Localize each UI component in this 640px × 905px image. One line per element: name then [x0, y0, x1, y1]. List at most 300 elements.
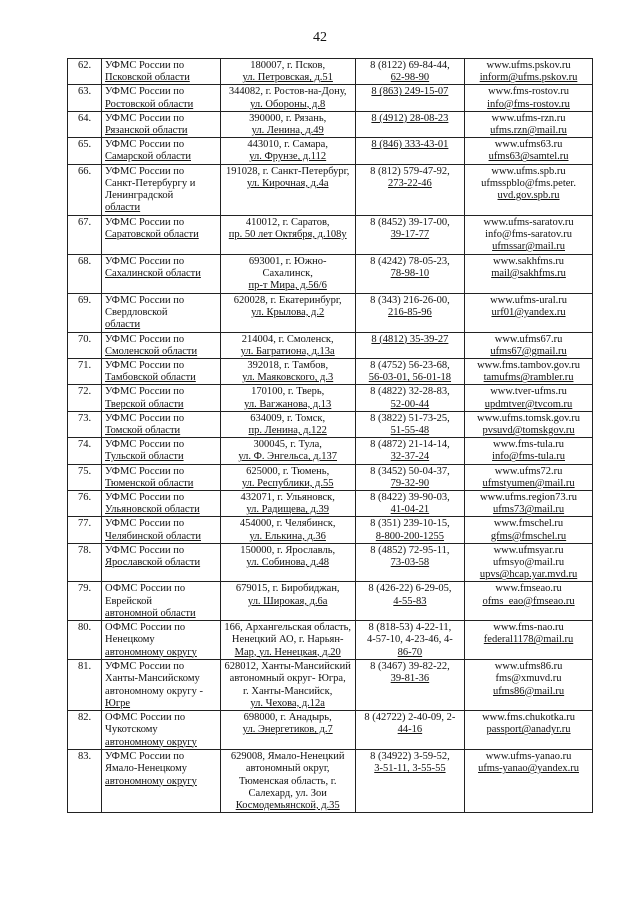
phone-line: 8 (351) 239-10-15, — [370, 518, 450, 530]
phone-line: 8 (34922) 3-59-52, — [370, 751, 450, 763]
phone-line: 39-17-77 — [390, 228, 430, 240]
row-number: 68. — [68, 254, 102, 293]
name-line: автономному округу - — [105, 685, 203, 697]
phone-line: 8 (4852) 72-95-11, — [370, 544, 450, 556]
name-line: области — [105, 202, 141, 214]
phone-line: 79-32-90 — [390, 477, 430, 489]
name-cell — [102, 138, 221, 164]
table-row — [68, 164, 593, 215]
address-line: 698000, г. Анадырь, — [243, 712, 332, 724]
web-email-cell — [465, 464, 593, 490]
name-cell — [102, 711, 221, 750]
address-line: ул. Собинова, д.48 — [246, 557, 329, 569]
name-line: автономному округу — [105, 736, 197, 748]
name-line: автономному округу — [105, 775, 197, 787]
web-email-line[interactable]: www.ufms.region73.ru — [480, 492, 578, 504]
address-line: автономный округ, — [245, 763, 330, 775]
name-line: УФМС России по — [105, 333, 185, 345]
phone-line: 78-98-10 — [390, 267, 430, 279]
row-number: 64. — [68, 111, 102, 137]
web-email-line[interactable]: www.fmschel.ru — [493, 518, 564, 530]
address-line: ул. Ф. Энгельса, д.137 — [238, 451, 338, 463]
web-email-line[interactable]: uvd.gov.spb.ru — [497, 190, 560, 202]
table-row — [68, 359, 593, 385]
phone-line: 8 (4812) 35-39-27 — [371, 333, 449, 345]
address-line: ул. Ленина, д.49 — [251, 125, 324, 137]
name-cell — [102, 111, 221, 137]
address-cell — [220, 385, 355, 411]
web-email-line[interactable]: federal1178@mail.ru — [483, 634, 574, 646]
row-number: 81. — [68, 660, 102, 711]
phone-line: 8-800-200-1255 — [375, 530, 445, 542]
table-row — [68, 215, 593, 254]
web-email-cell — [465, 491, 593, 517]
name-line: Псковской области — [105, 72, 190, 84]
web-email-line[interactable]: www.ufms72.ru — [494, 465, 563, 477]
name-cell — [102, 582, 221, 621]
name-line: УФМС России по — [105, 465, 185, 477]
web-email-line[interactable]: www.ufms-rzn.ru — [491, 112, 566, 124]
phone-line: 8 (846) 333-43-01 — [371, 139, 449, 151]
phone-cell — [355, 254, 464, 293]
address-line: 679015, г. Биробиджан, — [235, 583, 340, 595]
name-line: Санкт-Петербургу и — [105, 177, 196, 189]
address-cell — [220, 711, 355, 750]
phone-cell — [355, 59, 464, 85]
name-line: ОФМС России по — [105, 622, 186, 634]
web-email-line[interactable]: ofms_eao@fmseao.ru — [482, 595, 575, 607]
address-cell — [220, 411, 355, 437]
web-email-line[interactable]: passport@anadyr.ru — [486, 724, 571, 736]
phone-cell — [355, 438, 464, 464]
phone-cell — [355, 582, 464, 621]
address-cell — [220, 215, 355, 254]
web-email-line[interactable]: ufmsyo@mail.ru — [492, 557, 565, 569]
name-line: Еврейской — [105, 595, 153, 607]
table-row — [68, 385, 593, 411]
phone-line: 8 (8122) 69-84-44, — [370, 60, 450, 71]
name-line: Югре — [105, 697, 131, 709]
web-email-cell — [465, 293, 593, 332]
phone-cell — [355, 660, 464, 711]
phone-cell — [355, 215, 464, 254]
address-cell — [220, 517, 355, 543]
address-line: 443010, г. Самара, — [247, 139, 328, 151]
name-line: Томской области — [105, 425, 181, 437]
address-line: ул. Республики, д.55 — [241, 477, 334, 489]
web-email-cell — [465, 411, 593, 437]
row-number: 79. — [68, 582, 102, 621]
name-line: автономному округу — [105, 646, 197, 658]
row-number: 76. — [68, 491, 102, 517]
name-line: УФМС России по — [105, 165, 185, 177]
phone-line: 8 (812) 579-47-92, — [370, 165, 450, 177]
name-line: Тюменской области — [105, 477, 194, 489]
address-cell — [220, 293, 355, 332]
name-line: Ростовской области — [105, 98, 194, 110]
name-cell — [102, 543, 221, 582]
web-email-line[interactable]: ufms.rzn@mail.ru — [490, 125, 567, 137]
row-number: 72. — [68, 385, 102, 411]
phone-line: 56-03-01, 56-01-18 — [368, 372, 452, 384]
web-email-line[interactable]: www.fms-nao.ru — [493, 622, 564, 634]
address-line: 344082, г. Ростов-на-Дону, — [228, 86, 347, 98]
web-email-line[interactable]: www.ufms.tomsk.gov.ru — [477, 412, 581, 424]
phone-cell — [355, 385, 464, 411]
name-cell — [102, 660, 221, 711]
address-line: Салехард, ул. Зои — [248, 787, 327, 799]
address-line: автономный округ- Югра, — [229, 673, 346, 685]
name-line: Тульской области — [105, 451, 184, 463]
web-email-line[interactable]: ufms-yanao@yandex.ru — [478, 763, 579, 775]
web-email-line[interactable]: pvsuvd@tomskgov.ru — [482, 425, 575, 437]
name-line: УФМС России по — [105, 216, 185, 228]
name-line: Ярославской области — [105, 557, 201, 569]
name-line: Тамбовской области — [105, 372, 196, 384]
phone-line: 73-03-58 — [390, 557, 430, 569]
address-line: ул. Крылова, д.2 — [251, 306, 325, 318]
row-number: 83. — [68, 750, 102, 813]
web-email-line[interactable]: www.fms-rostov.ru — [488, 86, 569, 98]
phone-cell — [355, 411, 464, 437]
web-email-line[interactable]: tamufms@rambler.ru — [483, 372, 574, 384]
address-line: 693001, г. Южно- — [248, 255, 327, 267]
address-cell — [220, 543, 355, 582]
web-email-line[interactable]: ufms67@gmail.ru — [490, 345, 567, 357]
address-line: ул. Елькина, д.36 — [249, 530, 326, 542]
phone-cell — [355, 491, 464, 517]
web-email-line[interactable]: www.ufms-ural.ru — [490, 294, 567, 306]
address-line: Тюменская область, г. — [238, 775, 337, 787]
phone-cell — [355, 332, 464, 358]
web-email-line[interactable]: ufms63@samtel.ru — [488, 151, 569, 163]
web-email-line[interactable]: www.ufms67.ru — [494, 333, 563, 345]
phone-line: 8 (3467) 39-82-22, — [370, 661, 450, 673]
name-line: ОФМС России по — [105, 583, 186, 595]
address-line: 392018, г. Тамбов, — [247, 360, 329, 372]
web-email-line[interactable]: www.fms.chukotka.ru — [482, 712, 575, 724]
web-email-line[interactable]: www.ufms.spb.ru — [491, 165, 566, 177]
name-cell — [102, 464, 221, 490]
table-row — [68, 582, 593, 621]
address-cell — [220, 750, 355, 813]
table-row — [68, 293, 593, 332]
web-email-cell — [465, 59, 593, 85]
address-cell — [220, 85, 355, 111]
phone-cell — [355, 293, 464, 332]
name-line: УФМС России по — [105, 661, 185, 673]
address-cell — [220, 164, 355, 215]
web-email-cell — [465, 582, 593, 621]
address-line: Космодемьянской, д.35 — [235, 799, 340, 811]
name-line: Самарской области — [105, 151, 191, 163]
web-email-line[interactable]: www.ufms63.ru — [494, 139, 563, 151]
address-line: 390000, г. Рязань, — [249, 112, 327, 124]
address-line: пр-т Мира, д.56/6 — [248, 280, 327, 292]
fms-offices-table — [67, 58, 593, 813]
web-email-line[interactable]: ufms73@mail.ru — [492, 504, 565, 516]
name-line: УФМС России по — [105, 386, 185, 398]
phone-cell — [355, 543, 464, 582]
phone-line: 8 (4872) 21-14-14, — [370, 439, 450, 451]
row-number: 74. — [68, 438, 102, 464]
address-line: пр. 50 лет Октября, д.108у — [228, 228, 347, 240]
web-email-cell — [465, 385, 593, 411]
row-number: 80. — [68, 621, 102, 660]
phone-line: 8 (3452) 50-04-37, — [370, 465, 450, 477]
phone-line: 62-98-90 — [390, 72, 430, 84]
address-line: Ненецкий АО, г. Нарьян- — [231, 634, 344, 646]
phone-line: 52-00-44 — [390, 398, 430, 410]
phone-line: 8 (343) 216-26-00, — [370, 294, 450, 306]
address-cell — [220, 438, 355, 464]
web-email-line[interactable]: ufmstyumen@mail.ru — [482, 477, 575, 489]
row-number: 73. — [68, 411, 102, 437]
address-line: ул. Кирочная, д.4а — [246, 177, 329, 189]
address-line: 454000, г. Челябинск, — [239, 518, 336, 530]
address-line: ул. Фрунзе, д.112 — [249, 151, 327, 163]
address-line: 625000, г. Тюмень, — [246, 465, 330, 477]
web-email-line[interactable]: www.fms.tambov.gov.ru — [477, 360, 581, 372]
address-line: 191028, г. Санкт-Петербург, — [226, 165, 350, 177]
address-line: Сахалинск, — [262, 267, 313, 279]
name-line: области — [105, 319, 141, 331]
name-line: Рязанской области — [105, 125, 188, 137]
address-line: ул. Энергетиков, д.7 — [242, 724, 333, 736]
address-line: 629008, Ямало-Ненецкий — [230, 751, 345, 763]
phone-line: 8 (42722) 2-40-09, 2- — [364, 712, 456, 724]
name-cell — [102, 411, 221, 437]
web-email-cell — [465, 254, 593, 293]
phone-line: 216-85-96 — [388, 306, 432, 318]
phone-cell — [355, 517, 464, 543]
address-line: ул. Радищева, д.39 — [246, 504, 330, 516]
phone-cell — [355, 621, 464, 660]
address-line: 150000, г. Ярославль, — [240, 544, 336, 556]
web-email-cell — [465, 543, 593, 582]
name-line: Тверской области — [105, 398, 184, 410]
row-number: 71. — [68, 359, 102, 385]
web-email-line[interactable]: www.ufms86.ru — [494, 661, 563, 673]
address-line: г. Ханты-Мансийск, — [243, 685, 333, 697]
phone-line: 51-55-48 — [390, 425, 430, 437]
name-cell — [102, 517, 221, 543]
phone-line: 8 (4912) 28-08-23 — [371, 112, 449, 124]
address-line: ул. Багратиона, д.13а — [240, 345, 335, 357]
web-email-cell — [465, 138, 593, 164]
address-line: 170100, г. Тверь, — [251, 386, 325, 398]
row-number: 65. — [68, 138, 102, 164]
address-cell — [220, 138, 355, 164]
web-email-line[interactable]: ufms86@mail.ru — [492, 685, 565, 697]
address-line: ул. Маяковского, д.3 — [242, 372, 334, 384]
phone-cell — [355, 164, 464, 215]
name-cell — [102, 59, 221, 85]
phone-line: 8 (4822) 32-28-83, — [370, 386, 450, 398]
row-number: 69. — [68, 293, 102, 332]
name-cell — [102, 359, 221, 385]
phone-cell — [355, 85, 464, 111]
web-email-line[interactable]: www.tver-ufms.ru — [490, 386, 567, 398]
phone-cell — [355, 111, 464, 137]
table-row — [68, 543, 593, 582]
phone-line: 8 (426-22) 6-29-05, — [368, 583, 452, 595]
phone-line: 4-57-10, 4-23-46, 4- — [367, 634, 453, 646]
web-email-cell — [465, 85, 593, 111]
name-line: УФМС России по — [105, 294, 185, 306]
name-line: УФМС России по — [105, 112, 185, 124]
web-email-cell — [465, 215, 593, 254]
name-line: УФМС России по — [105, 139, 185, 151]
address-line: 634009, г. Томск, — [250, 412, 326, 424]
web-email-line[interactable]: www.fms-tula.ru — [493, 439, 565, 451]
table-body — [68, 59, 593, 813]
address-line: 166, Архангельская область, — [224, 622, 352, 634]
row-number: 63. — [68, 85, 102, 111]
table-row — [68, 411, 593, 437]
address-cell — [220, 59, 355, 85]
name-line: УФМС России по — [105, 412, 185, 424]
web-email-line[interactable]: upvs@hcap.yar.mvd.ru — [479, 569, 578, 581]
phone-line: 8 (3822) 51-73-25, — [370, 412, 450, 424]
name-line: УФМС России по — [105, 255, 185, 267]
address-line: ул. Широкая, д.6а — [247, 595, 328, 607]
name-line: УФМС России по — [105, 60, 185, 71]
row-number: 82. — [68, 711, 102, 750]
name-cell — [102, 85, 221, 111]
name-cell — [102, 254, 221, 293]
name-cell — [102, 215, 221, 254]
name-line: УФМС России по — [105, 439, 185, 451]
table-row — [68, 111, 593, 137]
name-line: УФМС России по — [105, 86, 185, 98]
table-row — [68, 332, 593, 358]
phone-line: 8 (818-53) 4-22-11, — [368, 622, 452, 634]
address-line: 410012, г. Саратов, — [245, 216, 330, 228]
name-cell — [102, 621, 221, 660]
web-email-cell — [465, 332, 593, 358]
row-number: 66. — [68, 164, 102, 215]
name-line: Свердловской — [105, 306, 168, 318]
name-line: Ямало-Ненецкому — [105, 763, 188, 775]
phone-line: 8 (863) 249-15-07 — [371, 86, 449, 98]
table-row — [68, 750, 593, 813]
phone-cell — [355, 359, 464, 385]
phone-line: 41-04-21 — [390, 504, 430, 516]
web-email-cell — [465, 621, 593, 660]
table-row — [68, 254, 593, 293]
address-line: 628012, Ханты-Мансийский — [224, 661, 351, 673]
web-email-cell — [465, 111, 593, 137]
web-email-line[interactable]: www.ufms.pskov.ru — [486, 60, 571, 71]
phone-cell — [355, 464, 464, 490]
table-row — [68, 711, 593, 750]
address-cell — [220, 464, 355, 490]
name-cell — [102, 491, 221, 517]
web-email-line[interactable]: inform@ufms.pskov.ru — [479, 72, 578, 84]
name-cell — [102, 332, 221, 358]
address-line: Мар, ул. Ненецкая, д.20 — [234, 646, 341, 658]
name-cell — [102, 438, 221, 464]
phone-line: 8 (4752) 56-23-68, — [370, 360, 450, 372]
web-email-cell — [465, 711, 593, 750]
phone-line: 86-70 — [397, 646, 423, 658]
name-line: УФМС России по — [105, 751, 185, 763]
name-line: Сахалинской области — [105, 267, 201, 279]
web-email-line[interactable]: info@fms-saratov.ru — [485, 228, 572, 240]
table-row — [68, 438, 593, 464]
web-email-line[interactable]: www.fmseao.ru — [495, 583, 562, 595]
phone-cell — [355, 750, 464, 813]
name-line: Саратовской области — [105, 228, 199, 240]
web-email-line[interactable]: ufmssar@mail.ru — [492, 241, 566, 253]
name-line: УФМС России по — [105, 544, 185, 556]
table-row — [68, 660, 593, 711]
row-number: 77. — [68, 517, 102, 543]
table-row — [68, 59, 593, 85]
address-line: 214004, г. Смоленск, — [241, 333, 334, 345]
web-email-cell — [465, 438, 593, 464]
row-number: 67. — [68, 215, 102, 254]
web-email-line[interactable]: ufmsspblo@fms.peter. — [481, 177, 576, 189]
row-number: 75. — [68, 464, 102, 490]
address-cell — [220, 332, 355, 358]
web-email-cell — [465, 517, 593, 543]
web-email-line[interactable]: mail@sakhfms.ru — [491, 267, 566, 279]
web-email-cell — [465, 359, 593, 385]
row-number: 62. — [68, 59, 102, 85]
web-email-cell — [465, 750, 593, 813]
address-line: ул. Вагжанова, д.13 — [244, 398, 332, 410]
name-line: Ленинградской — [105, 190, 174, 202]
web-email-line[interactable]: info@fms-rostov.ru — [487, 98, 570, 110]
web-email-line[interactable]: updmtver@tvcom.ru — [484, 398, 573, 410]
phone-cell — [355, 138, 464, 164]
phone-line: 8 (8452) 39-17-00, — [370, 216, 450, 228]
address-cell — [220, 582, 355, 621]
web-email-cell — [465, 164, 593, 215]
phone-line: 32-37-24 — [390, 451, 430, 463]
web-email-line[interactable]: www.ufmsyar.ru — [493, 544, 564, 556]
row-number: 70. — [68, 332, 102, 358]
address-line: ул. Обороны, д.8 — [250, 98, 326, 110]
name-line: Ханты-Мансийскому — [105, 673, 200, 685]
address-line: 300045, г. Тула, — [253, 439, 322, 451]
name-line: автономной области — [105, 607, 196, 619]
phone-cell — [355, 711, 464, 750]
web-email-cell — [465, 660, 593, 711]
phone-line: 273-22-46 — [388, 177, 432, 189]
web-email-line[interactable]: urf01@yandex.ru — [491, 306, 566, 318]
address-cell — [220, 660, 355, 711]
address-cell — [220, 111, 355, 137]
web-email-line[interactable]: www.ufms-saratov.ru — [483, 216, 574, 228]
row-number: 78. — [68, 543, 102, 582]
web-email-line[interactable]: gfms@fmschel.ru — [490, 530, 567, 542]
name-line: УФМС России по — [105, 360, 185, 372]
web-email-line[interactable]: fms@xmuvd.ru — [495, 673, 562, 685]
web-email-line[interactable]: www.sakhfms.ru — [493, 255, 565, 267]
name-line: Ненецкому — [105, 634, 155, 646]
address-cell — [220, 491, 355, 517]
web-email-line[interactable]: www.ufms-yanao.ru — [485, 751, 572, 763]
address-line: ул. Чехова, д.12а — [250, 697, 325, 709]
phone-line: 8 (4242) 78-05-23, — [370, 255, 450, 267]
phone-line: 4-55-83 — [393, 595, 427, 607]
address-line: 432071, г. Ульяновск, — [240, 492, 335, 504]
address-cell — [220, 254, 355, 293]
web-email-line[interactable]: info@fms-tula.ru — [492, 451, 566, 463]
